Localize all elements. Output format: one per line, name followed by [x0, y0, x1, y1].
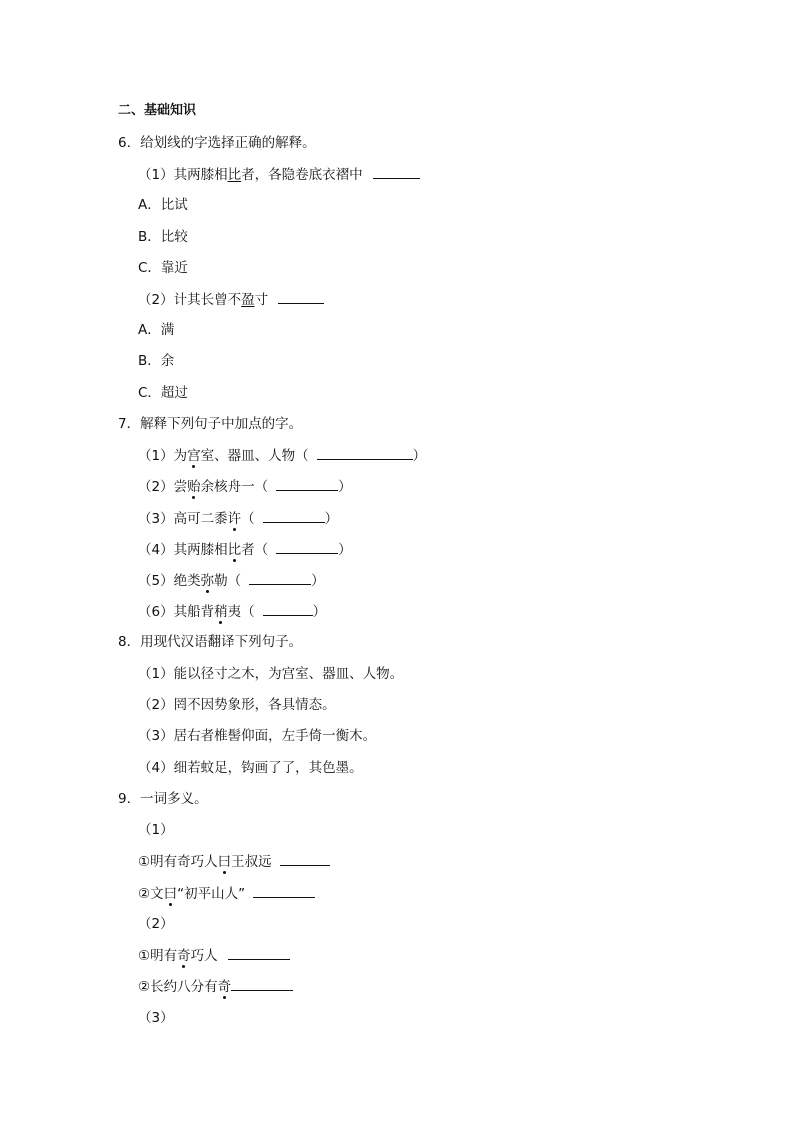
q7-item-1-key: 宫 — [187, 448, 201, 464]
q7-item-1 — [138, 446, 426, 465]
q6-sub1-post: 者，各隐卷底衣褶中 — [241, 167, 363, 183]
question-7-stem: 7．解释下列句子中加点的字。 — [118, 416, 303, 432]
q7-item-5-pre: （5）绝类 — [138, 573, 201, 589]
q7-item-2 — [138, 477, 352, 496]
q7-item-1-answer-blank[interactable] — [317, 446, 413, 460]
q7-item-5-close: ） — [311, 573, 325, 589]
q7-item-4-answer-blank[interactable] — [276, 540, 338, 554]
q9-group-2-line-1 — [138, 946, 290, 965]
q6-sub1-option-b: B．比较 — [138, 229, 188, 245]
q9-group-1-line-2 — [138, 884, 315, 903]
q6-sub2-option-b: B．余 — [138, 353, 175, 369]
q9-g1-l2-key: 曰 — [163, 886, 178, 902]
q7-item-5-key: 弥 — [200, 573, 215, 589]
q6-sub2-option-c: C．超过 — [138, 385, 188, 401]
q6-sub2-option-a: A．满 — [138, 322, 175, 338]
q9-g2-l1-key: 奇 — [177, 948, 191, 964]
q6-sub2 — [138, 290, 324, 309]
q7-item-5 — [138, 571, 325, 590]
q7-item-5-answer-blank[interactable] — [249, 571, 311, 585]
q6-sub1-pre: （1）其两膝相 — [138, 167, 228, 183]
q9-g2-l2-pre: ②长约八分有 — [138, 979, 218, 995]
q7-item-4 — [138, 540, 352, 559]
question-6-stem: 6．给划线的字选择正确的解释。 — [118, 135, 316, 151]
q7-item-6-pre: （6）其船背 — [138, 604, 215, 620]
q9-g2-l1-answer-blank[interactable] — [228, 946, 290, 960]
q7-item-3-pre: （3）高可二黍 — [138, 511, 228, 527]
q7-item-6-post: 夷（ — [227, 604, 255, 620]
q9-g1-l2-post: “初平山人” — [177, 886, 246, 902]
q7-item-4-post: 者（ — [241, 542, 269, 558]
q7-item-6 — [138, 602, 326, 621]
q8-item-4: （4）细若蚊足，钩画了了，其色墨。 — [138, 760, 363, 776]
q7-item-2-close: ） — [338, 479, 352, 495]
q9-group-1-number: （1） — [138, 822, 174, 838]
q7-item-4-key: 比 — [227, 542, 242, 558]
q9-group-2-line-2 — [138, 977, 293, 996]
q9-group-3-number: （3） — [138, 1010, 174, 1026]
q7-item-5-post: 勒（ — [214, 573, 242, 589]
q6-sub1-option-c: C．靠近 — [138, 260, 188, 276]
question-9-stem: 9．一词多义。 — [118, 791, 208, 807]
q7-item-2-answer-blank[interactable] — [276, 477, 338, 491]
q9-g1-l1-key: 曰 — [217, 854, 232, 870]
q9-g1-l1-post: 王叔远 — [231, 854, 272, 870]
q6-sub1-option-a: A．比试 — [138, 197, 188, 213]
q8-item-2: （2）罔不因势象形，各具情态。 — [138, 697, 336, 713]
q6-sub1 — [138, 165, 420, 184]
q8-item-1: （1）能以径寸之木，为宫室、器皿、人物。 — [138, 666, 404, 682]
q7-item-4-close: ） — [338, 542, 352, 558]
q7-item-6-answer-blank[interactable] — [263, 602, 313, 616]
section-title: 二、基础知识 — [118, 103, 197, 118]
q7-item-3-post: （ — [241, 511, 255, 527]
q9-g2-l2-answer-blank[interactable] — [231, 977, 293, 991]
q7-item-2-key: 贻 — [187, 479, 201, 495]
q6-sub2-pre: （2）计其长曾不 — [138, 292, 242, 308]
q7-item-4-pre: （4）其两膝相 — [138, 542, 228, 558]
q9-g2-l1-pre: ①明有 — [138, 948, 178, 964]
q8-item-3: （3）居右者椎髻仰面，左手倚一衡木。 — [138, 728, 377, 744]
q9-group-2-number: （2） — [138, 916, 174, 932]
question-8-stem: 8．用现代汉语翻译下列句子。 — [118, 634, 303, 650]
q6-sub1-key: 比 — [227, 167, 242, 183]
q9-g1-l2-answer-blank[interactable] — [253, 884, 315, 898]
q9-g2-l2-key: 奇 — [217, 979, 232, 995]
q7-item-3-answer-blank[interactable] — [263, 509, 325, 523]
q9-g2-l1-post: 巧人 — [190, 948, 218, 964]
q9-g1-l1-answer-blank[interactable] — [280, 852, 330, 866]
q9-g1-l2-pre: ②文 — [138, 886, 164, 902]
q6-sub2-post: 寸 — [254, 292, 269, 308]
q7-item-3-close: ） — [324, 511, 339, 527]
q9-g1-l1-pre: ①明有奇巧人 — [138, 854, 218, 870]
q7-item-6-close: ） — [312, 604, 327, 620]
q9-group-1-line-1 — [138, 852, 330, 871]
q6-sub2-key: 盈 — [241, 292, 255, 308]
q7-item-1-close: ） — [412, 448, 427, 464]
q7-item-2-post: 余核舟一（ — [200, 479, 269, 495]
q7-item-3 — [138, 509, 338, 528]
q7-item-1-pre: （1）为 — [138, 448, 188, 464]
q7-item-2-pre: （2）尝 — [138, 479, 188, 495]
q7-item-1-post: 室、器皿、人物（ — [200, 448, 309, 464]
q7-item-3-key: 许 — [227, 511, 242, 527]
q6-sub1-answer-blank[interactable] — [373, 165, 420, 179]
q7-item-6-key: 稍 — [214, 604, 228, 620]
q6-sub2-answer-blank[interactable] — [278, 290, 324, 304]
